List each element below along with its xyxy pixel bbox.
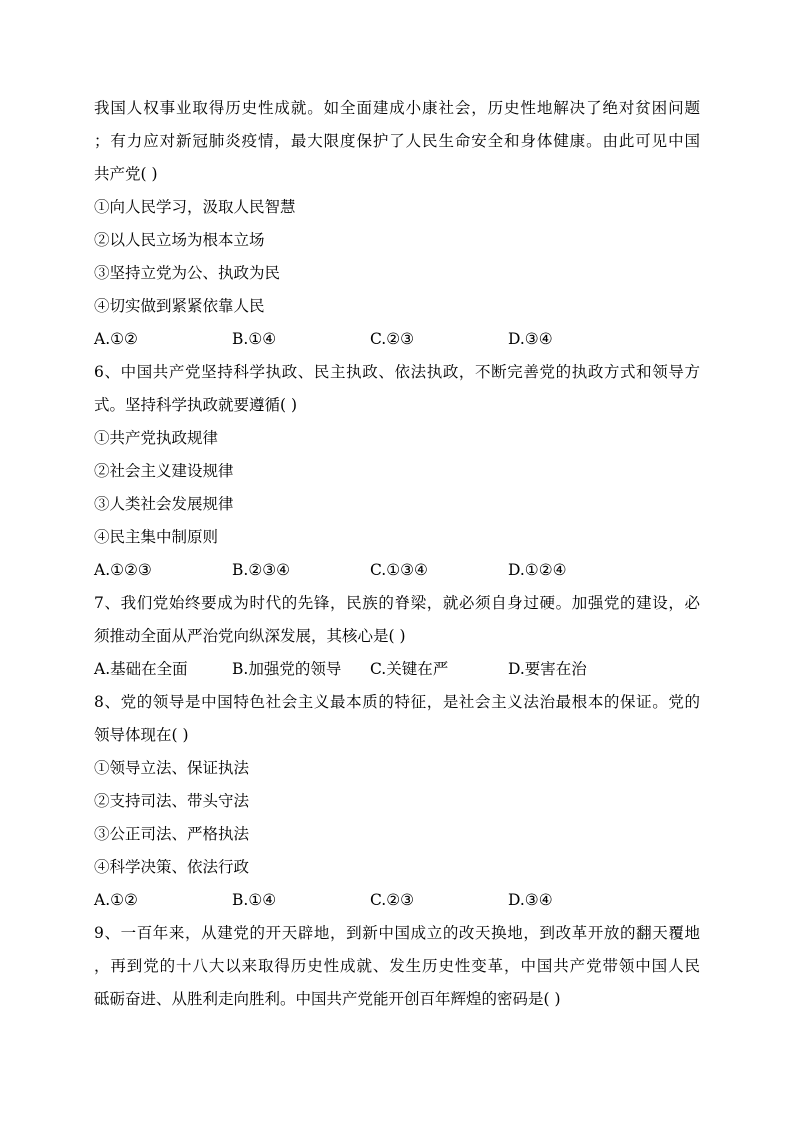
question-8-option-2: ②支持司法、带头守法 [94,792,250,810]
question-5-stem-line: 共产党( ) [94,165,158,183]
question-8-choices [94,884,700,917]
question-9-stem-line: 砥砺奋进、从胜利走向胜利。中国共产党能开创百年辉煌的密码是( ) [94,990,561,1008]
question-5-option-4: ④切实做到紧紧依靠人民 [94,297,265,315]
question-7-stem-line: 须推动全面从严治党向纵深发展，其核心是( ) [94,627,406,645]
choice-d: D.③④ [508,891,553,909]
choice-b: B.加强党的领导 [232,660,342,678]
question-5 [94,92,700,356]
choice-d: D.要害在治 [508,660,587,678]
question-9-stem-line: ，再到党的十八大以来取得历史性成就、发生历史性变革，中国共产党带领中国人民 [94,957,700,975]
question-5-option-3: ③坚持立党为公、执政为民 [94,264,281,282]
question-6-option-2: ②社会主义建设规律 [94,462,234,480]
question-8-option-1: ①领导立法、保证执法 [94,759,250,777]
choice-a: A.①② [94,330,138,348]
question-9-stem-line: 9、一百年来，从建党的开天辟地，到新中国成立的改天换地，到改革开放的翻天覆地 [94,924,700,942]
choice-b: B.①④ [232,330,277,348]
question-7-choices [94,653,700,686]
question-6-option-3: ③人类社会发展规律 [94,495,234,513]
question-9 [94,917,700,1016]
question-content [94,92,700,1016]
question-6-stem-line: 式。坚持科学执政就要遵循( ) [94,396,298,414]
question-5-option-2: ②以人民立场为根本立场 [94,231,265,249]
question-7-stem-line: 7、我们党始终要成为时代的先锋，民族的脊梁，就必须自身过硬。加强党的建设，必 [94,594,700,612]
choice-d: D.①②④ [508,561,567,579]
choice-c: C.①③④ [370,561,428,579]
choice-b: B.①④ [232,891,277,909]
question-8-stem-line: 领导体现在( ) [94,726,189,744]
question-5-option-1: ①向人民学习，汲取人民智慧 [94,198,296,216]
question-5-choices [94,323,700,356]
question-8 [94,686,700,917]
question-8-stem-line: 8、党的领导是中国特色社会主义最本质的特征，是社会主义法治最根本的保证。党的 [94,693,700,711]
choice-c: C.关键在严 [370,660,449,678]
choice-a: A.基础在全面 [94,660,188,678]
question-7 [94,587,700,686]
question-5-stem-line: 我国人权事业取得历史性成就。如全面建成小康社会，历史性地解决了绝对贫困问题 [94,99,700,117]
question-6-choices [94,554,700,587]
choice-a: A.①② [94,891,138,909]
question-5-stem-line: ；有力应对新冠肺炎疫情，最大限度保护了人民生命安全和身体健康。由此可见中国 [94,132,700,150]
question-6-option-4: ④民主集中制原则 [94,528,219,546]
choice-b: B.②③④ [232,561,291,579]
choice-a: A.①②③ [94,561,152,579]
question-6-option-1: ①共产党执政规律 [94,429,219,447]
question-8-option-4: ④科学决策、依法行政 [94,858,250,876]
choice-d: D.③④ [508,330,553,348]
choice-c: C.②③ [370,330,415,348]
question-6 [94,356,700,587]
question-6-stem-line: 6、中国共产党坚持科学执政、民主执政、依法执政，不断完善党的执政方式和领导方 [94,363,700,381]
question-8-option-3: ③公正司法、严格执法 [94,825,250,843]
choice-c: C.②③ [370,891,415,909]
